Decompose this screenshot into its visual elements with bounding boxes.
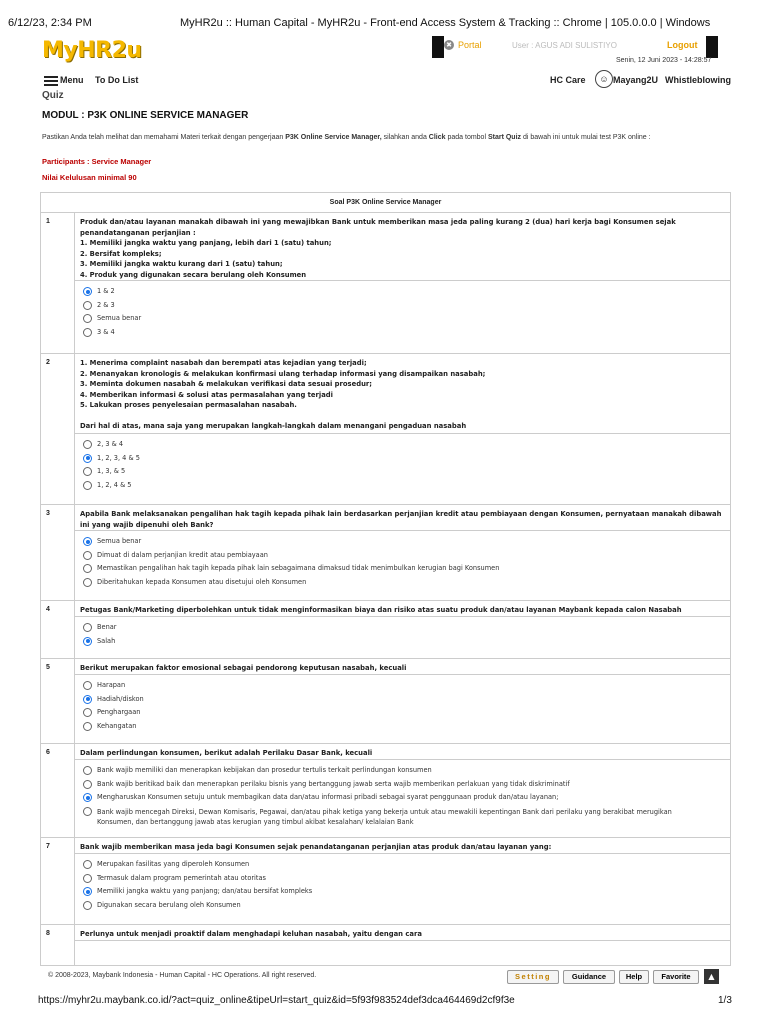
question-row [41, 659, 730, 744]
question-text: Produk dan/atau layanan manakah dibawah ini yang mewajibkan Bank untuk memberikan masa jeda paling kurang 2 (dua) hari kerja bagi Konsumen sejak penandatanganan perjanjian : 1. Memiliki jangka waktu yang panjang, lebih dari 1 (satu) tahun; 2. Bersifat kompleks; 3. Memiliki jangka waktu kurang dari 1 (satu) tahun; 4. Produk yang digunakan secara berulang oleh Konsumen [75, 213, 730, 281]
quiz-table-title: Soal P3K Online Service Manager [41, 193, 730, 213]
answer-option[interactable] [83, 681, 730, 695]
radio-icon[interactable] [83, 807, 92, 816]
radio-selected-icon[interactable] [83, 454, 92, 463]
answer-option-label: Diberitahukan kepada Konsumen atau disetujui oleh Konsumen [97, 577, 307, 586]
question-text: Perlunya untuk menjadi proaktif dalam menghadapi keluhan nasabah, yaitu dengan cara [75, 925, 730, 941]
radio-icon[interactable] [83, 564, 92, 573]
decor-block-right [706, 36, 718, 58]
radio-selected-icon[interactable] [83, 695, 92, 704]
nav-bar [0, 70, 768, 90]
radio-icon[interactable] [83, 681, 92, 690]
answer-option-label: Digunakan secara berulang oleh Konsumen [97, 900, 241, 909]
answer-option[interactable] [83, 807, 730, 831]
radio-selected-icon[interactable] [83, 537, 92, 546]
pass-score-label: Nilai Kelulusan minimal 90 [42, 173, 137, 182]
radio-icon[interactable] [83, 301, 92, 310]
nav-hc-care[interactable]: HC Care [550, 75, 586, 85]
answer-option-label: Harapan [97, 681, 126, 689]
answer-option-label: 1, 3, & 5 [97, 467, 126, 475]
print-date: 6/12/23, 2:34 PM [8, 17, 92, 29]
guidance-button[interactable]: Guidance [563, 970, 615, 984]
question-text: Berikut merupakan faktor emosional sebagai pendorong keputusan nasabah, kecuali [75, 659, 730, 675]
answer-option[interactable] [83, 901, 730, 915]
intro-text: Pastikan Anda telah melihat dan memahami Materi terkait dengan pengerjaan P3K Online Service Manager, silahkan anda Click pada tombol Start Quiz di bawah ini untuk mulai test P3K online : [42, 134, 651, 141]
decor-block-left [432, 36, 444, 58]
answer-option[interactable] [83, 564, 730, 578]
answer-option[interactable] [83, 328, 730, 342]
copyright: © 2008-2023, Maybank Indonesia - Human Capital - HC Operations. All right reserved. [48, 972, 317, 979]
radio-icon[interactable] [83, 467, 92, 476]
setting-button[interactable]: Setting [507, 970, 559, 984]
logout-link[interactable]: Logout [667, 40, 698, 50]
favorite-button[interactable]: Favorite [653, 970, 699, 984]
hamburger-icon[interactable] [44, 76, 58, 85]
answer-option-label: Termasuk dalam program pemerintah atau otoritas [97, 873, 266, 882]
answer-option-label: Bank wajib memiliki dan menerapkan kebijakan dan prosedur tertulis terkait perlindungan konsumen [97, 766, 432, 774]
question-text: Dalam perlindungan konsumen, berikut adalah Perilaku Dasar Bank, kecuali [75, 744, 730, 760]
radio-icon[interactable] [83, 440, 92, 449]
answer-option-label: Salah [97, 636, 116, 645]
question-number: 5 [41, 659, 75, 743]
question-row [41, 505, 730, 601]
answer-option[interactable] [83, 578, 730, 592]
answer-option[interactable] [83, 793, 730, 807]
radio-icon[interactable] [83, 623, 92, 632]
answer-option[interactable] [83, 766, 730, 780]
logo[interactable]: MyHR2u [42, 38, 142, 63]
answer-option-label: Merupakan fasilitas yang diperoleh Konsumen [97, 860, 250, 868]
answer-option[interactable] [83, 722, 730, 736]
date-time: Senin, 12 Juni 2023 - 14:28:57 [616, 57, 712, 64]
nav-mayang2u[interactable]: Mayang2U [613, 75, 659, 85]
radio-selected-icon[interactable] [83, 887, 92, 896]
answer-option-label: 1, 2, 4 & 5 [97, 480, 132, 489]
answer-option[interactable] [83, 637, 730, 651]
answer-option-label: Semua benar [97, 537, 142, 545]
answer-option-label: 1 & 2 [97, 287, 115, 295]
portal-link[interactable]: Portal [458, 40, 482, 50]
print-page-number: 1/3 [718, 995, 732, 1006]
answer-option[interactable] [83, 467, 730, 481]
question-text: Apabila Bank melaksanakan pengalihan hak tagih kepada pihak lain berdasarkan perjanjian kredit atau pembiayaan dengan Konsumen, pernyataan manakah dibawah ini yang wajib dipenuhi oleh Bank? [75, 505, 730, 531]
help-button[interactable]: Help [619, 970, 649, 984]
portal-icon[interactable]: ✖ [444, 40, 454, 50]
answer-option-label: Mengharuskan Konsumen setuju untuk membagikan data dan/atau informasi pribadi sebagai syarat penggunaan produk dan/atau layanan; [97, 793, 559, 801]
quiz-label: Quiz [42, 90, 64, 101]
radio-icon[interactable] [83, 766, 92, 775]
answer-option-label: Semua benar [97, 314, 142, 322]
question-number: 4 [41, 601, 75, 658]
answer-option-label: 2 & 3 [97, 300, 115, 309]
answer-option-label: Bank wajib beritikad baik dan menerapkan perilaku bisnis yang bertanggung jawab serta wajib memberikan perlakuan yang tidak diskriminatif [97, 779, 570, 788]
nav-whistleblowing[interactable]: Whistleblowing [665, 75, 731, 85]
radio-icon[interactable] [83, 551, 92, 560]
question-number: 7 [41, 838, 75, 924]
answer-option[interactable] [83, 440, 730, 454]
answer-option-label: Dimuat di dalam perjanjian kredit atau pembiayaan [97, 550, 268, 559]
radio-icon[interactable] [83, 722, 92, 731]
print-footer [0, 992, 768, 1012]
radio-icon[interactable] [83, 874, 92, 883]
question-text: Bank wajib memberikan masa jeda bagi Konsumen sejak penandatanganan perjanjian atas produk dan/atau layanan yang: [75, 838, 730, 854]
answer-option-label: Benar [97, 623, 117, 631]
radio-icon[interactable] [83, 578, 92, 587]
radio-icon[interactable] [83, 314, 92, 323]
question-row [41, 601, 730, 659]
answer-option[interactable] [83, 481, 730, 495]
answer-option-label: 2, 3 & 4 [97, 440, 124, 448]
answer-option-label: Kehangatan [97, 721, 137, 730]
answer-option[interactable] [83, 695, 730, 709]
radio-icon[interactable] [83, 328, 92, 337]
quiz-table [40, 192, 731, 966]
question-row [41, 925, 730, 966]
answer-option[interactable] [83, 874, 730, 888]
answer-option-label: Hadiah/diskon [97, 694, 144, 703]
print-title: MyHR2u :: Human Capital - MyHR2u - Front-end Access System & Tracking :: Chrome | 105.0.0.0 | Windows [180, 17, 711, 29]
question-number: 3 [41, 505, 75, 600]
radio-selected-icon[interactable] [83, 637, 92, 646]
answer-option-label: 3 & 4 [97, 327, 115, 336]
print-url: https://myhr2u.maybank.co.id/?act=quiz_online&tipeUrl=start_quiz&id=5f93f983524def3dca464469d2cf9f3e [38, 995, 515, 1006]
answer-option[interactable] [83, 708, 730, 722]
app-footer [0, 966, 768, 990]
question-number: 8 [41, 925, 75, 966]
top-bar [0, 34, 768, 70]
answer-option-label: 1, 2, 3, 4 & 5 [97, 453, 140, 462]
answer-option[interactable] [83, 454, 730, 468]
question-number: 6 [41, 744, 75, 837]
question-row [41, 213, 730, 354]
participants-label: Participants : Service Manager [42, 157, 152, 166]
question-row [41, 838, 730, 925]
answer-option[interactable] [83, 887, 730, 901]
question-text: 1. Menerima complaint nasabah dan berempati atas kejadian yang terjadi; 2. Menanyakan kronologis & melakukan konfirmasi ulang terhadap informasi yang disampaikan nasabah; 3. Meminta dokumen nasabah & melakukan verifikasi data sesuai prosedur; 4. Memberikan informasi & solusi atas permasalahan yang terjadi 5. Lakukan proses penyelesaian permasalahan nasabah. Dari hal di atas, mana saja yang merupakan langkah-langkah dalam menangani pengaduan nasabah [75, 354, 730, 434]
mayang-face-icon[interactable]: ☺ [595, 70, 613, 88]
answer-option-label: Bank wajib mencegah Direksi, Dewan Komisaris, Pegawai, dan/atau pihak ketiga yang bekerja untuk atau mewakili kepentingan Bank dari perilaku yang berakibat merugikan Konsumen, dan bertanggung jawab atas kerugian yang timbul akibat kesalahan/ kelalaian Bank [97, 807, 672, 826]
answer-option[interactable] [83, 287, 730, 301]
radio-selected-icon[interactable] [83, 793, 92, 802]
user-label: User : AGUS ADI SULISTIYO [512, 41, 617, 50]
radio-icon[interactable] [83, 481, 92, 490]
answer-option[interactable] [83, 314, 730, 328]
question-number: 1 [41, 213, 75, 353]
nav-menu[interactable]: Menu [60, 75, 84, 85]
radio-icon[interactable] [83, 860, 92, 869]
answer-option-label: Penghargaan [97, 708, 141, 716]
question-row [41, 354, 730, 505]
answer-option[interactable] [83, 623, 730, 637]
answer-option[interactable] [83, 551, 730, 565]
scroll-top-icon[interactable]: ▲ [704, 969, 719, 984]
question-row [41, 744, 730, 838]
radio-selected-icon[interactable] [83, 287, 92, 296]
answer-option[interactable] [83, 780, 730, 794]
answer-option-label: Memastikan pengalihan hak tagih kepada pihak lain sebagaimana dimaksud tidak menimbulkan kerugian bagi Konsumen [97, 564, 500, 572]
answer-option[interactable] [83, 301, 730, 315]
answer-option[interactable] [83, 860, 730, 874]
radio-icon[interactable] [83, 708, 92, 717]
answer-option[interactable] [83, 537, 730, 551]
question-number: 2 [41, 354, 75, 504]
nav-todo-list[interactable]: To Do List [95, 75, 139, 85]
question-text: Petugas Bank/Marketing diperbolehkan untuk tidak menginformasikan biaya dan risiko atas suatu produk dan/atau layanan Maybank kepada calon Nasabah [75, 601, 730, 617]
print-header [0, 0, 768, 34]
page-title: MODUL : P3K ONLINE SERVICE MANAGER [42, 110, 249, 121]
radio-icon[interactable] [83, 780, 92, 789]
radio-icon[interactable] [83, 901, 92, 910]
answer-option-label: Memiliki jangka waktu yang panjang; dan/atau bersifat kompleks [97, 887, 313, 895]
